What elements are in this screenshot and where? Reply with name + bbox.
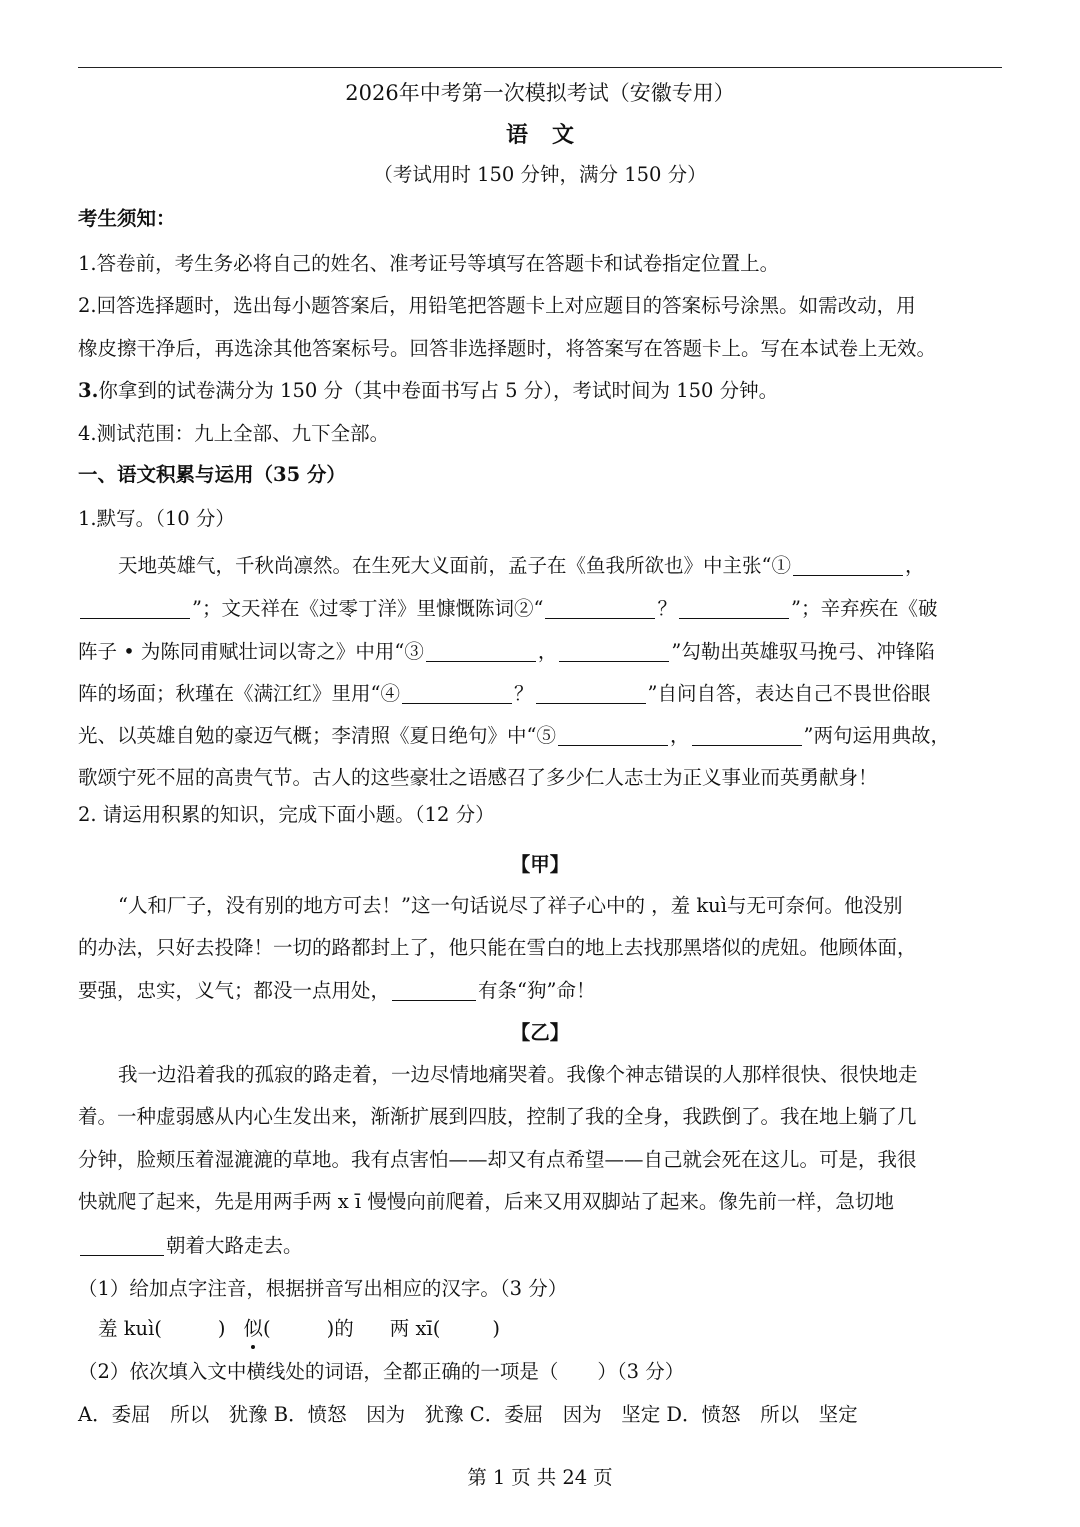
q1-text: ”；文天祥在《过零丁洋》里慷慨陈词②“: [192, 597, 544, 620]
paren-open: (: [263, 1317, 271, 1340]
q1-text: 阵的场面；秋瑾在《满江红》里用“④: [78, 682, 400, 705]
notice-item-2-line-1: 2.回答选择题时，选出每小题答案后，用铅笔把答题卡上对应题目的答案标号涂黑。如需改动，用: [78, 294, 916, 317]
time-note: （考试用时 150 分钟，满分 150 分）: [373, 163, 707, 186]
jia-line-2: 的办法，只好去投降！一切的路都封上了，他只能在雪白的地上去找那黑塔似的虎妞。他顾体面，: [78, 936, 917, 959]
notice-item-2-line-2: 橡皮擦干净后，再选涂其他答案标号。回答非选择题时，将答案写在答题卡上。写在本试卷上无效。: [78, 337, 937, 360]
q1-line-5: [78, 723, 1002, 749]
q1-text: ？: [657, 597, 677, 620]
q1-line-4: [78, 681, 1002, 707]
jia-text: 要强，忠实，义气；都没一点用处，: [78, 979, 391, 1002]
paren-close: ): [217, 1317, 226, 1340]
footer-text: 第: [467, 1466, 487, 1489]
answer-blank-5b[interactable]: [692, 723, 802, 746]
notice-item-3-number: 3.: [78, 379, 99, 402]
question-1-title: 1.默写。（10 分）: [78, 507, 235, 530]
notice-item-1: 1.答卷前，考生务必将自己的姓名、准考证号等填写在答题卡和试卷指定位置上。: [78, 252, 780, 275]
paren-close: )的: [326, 1317, 354, 1340]
question-2-title: 2. 请运用积累的知识，完成下面小题。（12 分）: [78, 803, 495, 826]
notice-item-3-text: 你拿到的试卷满分为 150 分（其中卷面书写占 5 分），考试时间为 150 分钟。: [98, 379, 779, 402]
sub-question-1-title: （1）给加点字注音，根据拼音写出相应的汉字。（3 分）: [78, 1277, 568, 1300]
answer-blank-4a[interactable]: [402, 681, 512, 704]
q1-text: ”两句运用典故，: [803, 724, 950, 747]
yi-line-1: 我一边沿着我的孤寂的路走着，一边尽情地痛哭着。我像个神志错误的人那样很快、很快地走: [118, 1063, 918, 1086]
q1-text: ？: [513, 682, 534, 705]
answer-blank-3b[interactable]: [559, 639, 669, 662]
pinyin-item-xi: 两 xī(: [389, 1317, 441, 1340]
answer-blank-jia[interactable]: [392, 978, 476, 1001]
yi-line-3: 分钟，脸颊压着湿漉漉的草地。我有点害怕——却又有点希望——自己就会死在这儿。可是，我很: [78, 1148, 917, 1171]
answer-blank-yi[interactable]: [80, 1233, 164, 1256]
q1-text: ”自问自答，表达自己不畏世俗眼: [647, 682, 931, 705]
yi-line-5: [78, 1233, 1002, 1259]
q1-text: 光、以英雄自勉的豪迈气概；李清照《夏日绝句》中“⑤: [78, 724, 556, 747]
paren-close: ): [492, 1317, 500, 1340]
top-rule: [78, 67, 1002, 68]
q1-text: ”；辛弃疾在《破: [790, 597, 938, 620]
q1-text: ，: [904, 554, 925, 577]
jia-line-3: [78, 978, 1002, 1004]
pinyin-item-kui: 羞 kuì(: [98, 1317, 162, 1340]
q1-text: ，: [669, 724, 690, 747]
answer-blank-4b[interactable]: [536, 681, 646, 704]
footer-text: 共: [536, 1466, 557, 1489]
answer-blank-2a[interactable]: [545, 596, 655, 619]
notice-item-3: [78, 378, 1002, 404]
q1-text: 天地英雄气，千秋尚凛然。在生死大义面前，孟子在《鱼我所欲也》中主张“①: [118, 554, 791, 577]
yi-text: 朝着大路走去。: [166, 1234, 303, 1257]
footer-text: 页: [511, 1466, 531, 1489]
answer-blank-5a[interactable]: [558, 723, 668, 746]
passage-yi-label: 【乙】: [510, 1021, 570, 1044]
q1-line-3: [78, 639, 1002, 665]
yi-line-4: 快就爬了起来，先是用两手两 x ī 慢慢向前爬着，后来又用双脚站了起来。像先前一样，急切地: [78, 1190, 894, 1213]
notice-heading: 考生须知：: [78, 207, 176, 230]
section-1-heading: 一、语文积累与运用（35 分）: [78, 463, 346, 486]
sub-question-2-options: A．委屈 所以 犹豫 B．愤怒 因为 犹豫 C．委屈 因为 坚定 D．愤怒 所以 坚定: [78, 1403, 858, 1426]
yi-line-2: 着。一种虚弱感从内心生发出来，渐渐扩展到四肢，控制了我的全身，我跌倒了。我在地上躺了几: [78, 1105, 917, 1128]
q1-line-6: 歌颂宁死不屈的高贵气节。古人的这些豪壮之语感召了多少仁人志士为正义事业而英勇献身！: [78, 766, 878, 789]
dotted-char-si: 似: [243, 1317, 264, 1340]
q1-text: ”勾勒出英雄驭马挽弓、冲锋陷: [671, 640, 935, 663]
exam-title: 2026年中考第一次模拟考试（安徽专用）: [345, 81, 735, 105]
page-footer: [0, 1462, 1080, 1490]
passage-jia-label: 【甲】: [510, 853, 570, 876]
q1-line-1: [78, 553, 1002, 579]
total-pages: 24: [562, 1466, 588, 1489]
footer-text: 页: [593, 1466, 613, 1489]
q1-text: ，: [537, 640, 558, 663]
jia-text: 有条“狗”命！: [478, 979, 596, 1002]
answer-blank-1a[interactable]: [793, 553, 903, 576]
sub-question-2-title: （2）依次填入文中横线处的词语，全都正确的一项是（ ）（3 分）: [78, 1360, 685, 1383]
sub-question-1-items: [78, 1316, 1002, 1342]
notice-item-4: 4.测试范围：九上全部、九下全部。: [78, 422, 390, 445]
q1-text: 阵子 • 为陈同甫赋壮词以寄之》中用“③: [78, 640, 424, 663]
jia-line-1: “人和厂子，没有别的地方可去！”这一句话说尽了祥子心中的 ，羞 kuì与无可奈何。他没别: [118, 894, 903, 917]
page-number: 1: [492, 1466, 506, 1489]
subject-title: 语文: [505, 122, 598, 148]
answer-blank-1b[interactable]: [80, 596, 190, 619]
answer-blank-3a[interactable]: [426, 639, 536, 662]
q1-line-2: [78, 596, 1002, 622]
answer-blank-2b[interactable]: [679, 596, 789, 619]
